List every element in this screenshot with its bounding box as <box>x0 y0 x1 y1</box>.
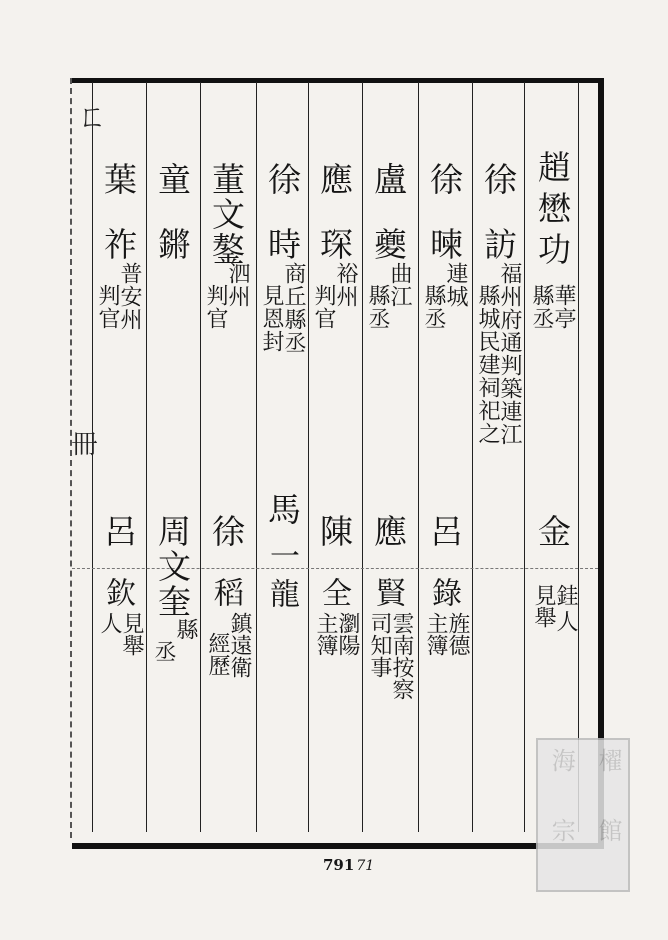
entry-note: 泗州 <box>225 262 250 308</box>
lower-entry-name: 馬 <box>263 492 302 533</box>
lower-entry-name-second: 錄 <box>426 577 461 615</box>
entry-name-second: 祚 <box>99 227 138 268</box>
entry-name-second: 琛 <box>315 227 354 268</box>
entry-column <box>150 92 198 827</box>
entry-note: 裕州 <box>333 262 358 308</box>
entry-note: 縣丞 <box>365 284 390 330</box>
lower-entry-note: 主簿 <box>313 612 338 656</box>
entry-column <box>366 92 414 827</box>
entry-note: 判官 <box>311 284 336 330</box>
entry-name-second: 時 <box>263 227 302 268</box>
library-seal <box>536 738 630 892</box>
lower-entry-note: 主簿 <box>423 612 448 656</box>
column-divider <box>472 82 473 832</box>
lower-entry-note: 銈 <box>553 584 578 606</box>
entry-name: 徐 <box>425 162 464 203</box>
lower-entry-name: 應 <box>369 514 408 555</box>
entry-note: 普安州 <box>117 262 142 331</box>
lower-entry-name: 徐 <box>207 514 246 555</box>
column-divider <box>524 82 525 832</box>
entry-note: 華亭 <box>551 284 576 330</box>
lower-entry-note: 鎮遠衛 <box>227 612 252 678</box>
column-divider <box>92 82 93 832</box>
lower-entry-note: 見舉 <box>531 584 556 628</box>
lower-entry-name-second: 全 <box>316 577 351 615</box>
column-divider <box>200 82 201 832</box>
entry-note: 縣城民建祠祀之 <box>475 284 500 445</box>
margin-mark-lower: 冊 <box>67 430 97 456</box>
lower-entry-name: 呂 <box>425 514 464 555</box>
lower-entry-note: 瀏陽 <box>335 612 360 656</box>
entry-name: 童 <box>153 162 192 203</box>
lower-entry-name-second: 一龍 <box>264 540 299 616</box>
column-divider <box>146 82 147 832</box>
entry-column <box>312 92 360 827</box>
entry-name: 葉 <box>99 162 138 203</box>
seal-glyph: 海 <box>547 748 576 772</box>
lower-entry-name-second: 賢 <box>370 577 405 615</box>
entry-column <box>96 92 144 827</box>
entry-column <box>530 92 578 827</box>
frame-left-edge <box>70 78 72 838</box>
lower-entry-note: 人 <box>97 612 122 634</box>
lower-entry-name: 呂 <box>99 514 138 555</box>
entry-name: 趙懋功 <box>533 150 572 273</box>
entry-note: 福州府通判築連江 <box>497 262 522 446</box>
lower-entry-note: 見舉 <box>119 612 144 656</box>
page-number-print: 791 <box>323 856 355 874</box>
entry-note: 縣丞 <box>529 284 554 330</box>
column-divider <box>578 82 579 832</box>
column-divider <box>256 82 257 832</box>
entry-column <box>260 92 308 827</box>
entry-note: 判官 <box>95 284 120 330</box>
column-divider <box>362 82 363 832</box>
entry-name-second: 暕 <box>425 227 464 268</box>
lower-entry-name: 金 <box>533 514 572 555</box>
page-number <box>323 856 374 874</box>
column-divider <box>308 82 309 832</box>
entry-note: 判官 <box>203 284 228 330</box>
lower-entry-note: 丞 <box>151 640 176 662</box>
seal-glyph: 館 <box>594 818 622 842</box>
entry-note: 縣丞 <box>421 284 446 330</box>
lower-entry-name-second: 欽 <box>100 577 135 615</box>
entry-name-second: 訪 <box>479 227 518 268</box>
entry-name: 應 <box>315 162 354 203</box>
column-divider <box>418 82 419 832</box>
lower-entry-note: 人 <box>553 610 578 632</box>
lower-entry-note: 旌德 <box>445 612 470 656</box>
entry-name: 徐 <box>479 162 518 203</box>
entry-column <box>204 92 252 827</box>
margin-mark-top: ㄈ <box>71 100 106 130</box>
lower-entry-name: 陳 <box>315 514 354 555</box>
seal-glyph: 櫂 <box>594 748 622 772</box>
seal-glyph: 宗 <box>547 818 576 842</box>
entry-note: 連城 <box>443 262 468 308</box>
entry-name: 盧 <box>369 162 408 203</box>
entry-note: 商丘縣丞 <box>281 262 306 354</box>
lower-entry-note: 縣 <box>173 618 198 640</box>
lower-entry-note: 司知事 <box>367 612 392 678</box>
lower-entry-note: 經歷 <box>205 632 230 676</box>
entry-name-second: 鏘 <box>153 227 192 268</box>
entry-note: 曲江 <box>387 262 412 308</box>
entry-name-second: 夔 <box>369 227 408 268</box>
lower-entry-name-second: 稻 <box>208 577 243 615</box>
entry-note: 見恩封 <box>259 284 284 353</box>
entry-name: 董文鏊 <box>207 162 246 267</box>
entry-column <box>422 92 470 827</box>
lower-entry-name: 周文奎 <box>153 514 192 619</box>
entry-column <box>476 92 524 827</box>
lower-entry-note: 雲南按察 <box>389 612 414 700</box>
page-number-handwritten: 71 <box>356 858 375 874</box>
entry-name: 徐 <box>263 162 302 203</box>
